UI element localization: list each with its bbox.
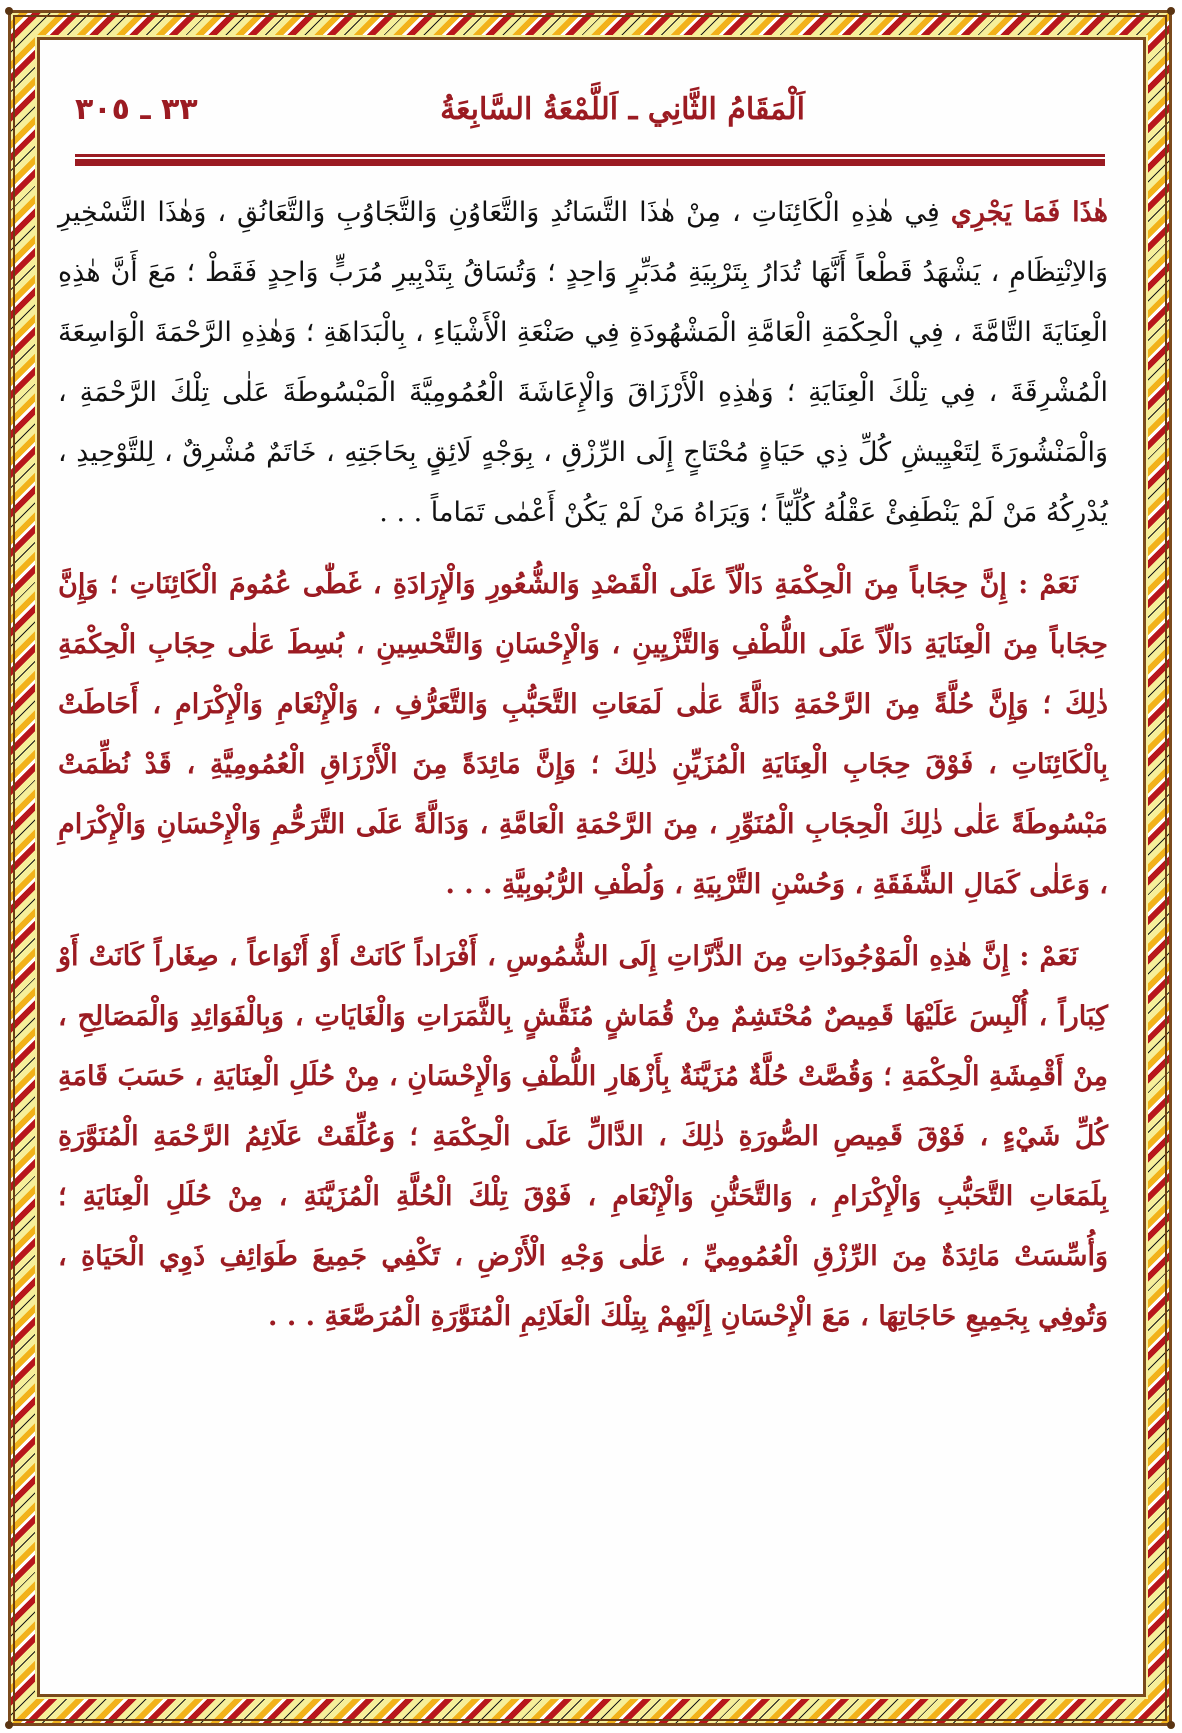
paragraph-3: نَعَمْ : إِنَّ هٰذِهِ الْمَوْجُودَاتِ مِنَ الذَّرَّاتِ إِلَى الشُّمُوسِ ، أَفْرَاداً كَانَتْ أَوْ أَنْوَاعاً ، صِغَاراً كَانَتْ أَوْ كِبَاراً ، أُلْبِسَ عَلَيْهَا قَمِيصٌ مُحْتَشِمٌ مِنْ قُمَاشٍ مُنَقَّشٍ بِالثَّمَرَاتِ وَالْغَايَاتِ ، وَبِالْفَوَائِدِ وَالْمَصَالِحِ ، مِنْ أَقْمِشَةِ الْحِكْمَةِ ؛ وَقُصَّتْ حُلَّةٌ مُزَيَّنَةٌ بِأَزْهَارِ اللُّطْفِ وَالْإِحْسَانِ ، مِنْ حُلَلِ الْعِنَايَةِ ، حَسَبَ قَامَةِ كُلِّ شَيْءٍ ، فَوْقَ قَمِيصِ الصُّورَةِ ذٰلِكَ ، الدَّالِّ عَلَى الْحِكْمَةِ ؛ وَعُلِّقَتْ عَلَائِمُ الرَّحْمَةِ الْمُنَوَّرَةِ بِلَمَعَاتِ التَّحَبُّبِ وَالْإِكْرَامِ ، وَالتَّحَنُّنِ وَالْإِنْعَامِ ، فَوْقَ تِلْكَ الْحُلَّةِ الْمُزَيَّنَةِ ، مِنْ حُلَلِ الْعِنَايَةِ ؛ وَأُسِّسَتْ مَائِدَةٌ مِنَ الرِّزْقِ الْعُمُومِيِّ ، عَلٰى وَجْهِ الْأَرْضِ ، تَكْفِي جَمِيعَ طَوَائِفِ ذَوِي الْحَيَاةِ ، وَتُوفِي بِجَمِيعِ حَاجَاتِهَا ، مَعَ الْإِحْسَانِ إِلَيْهِمْ بِتِلْكَ الْعَلَائِمِ الْمُنَوَّرَةِ الْمُرَصَّعَةِ . . .: [58, 941, 1108, 1332]
paragraph-lead-phrase: هٰذَا فَمَا يَجْرِي: [950, 197, 1108, 228]
page-title: اَلْمَقَامُ الثَّانِي ـ اَللَّمْعَةُ السَّابِعَةُ: [440, 92, 805, 127]
paragraph-text: فِي هٰذِهِ الْكَائِنَاتِ ، مِنْ هٰذَا التَّسَانُدِ وَالتَّعَاوُنِ وَالتَّجَاوُبِ وَالتَّعَانُقِ ، وَهٰذَا التَّسْخِيرِ وَالاِنْتِظَامِ ، يَشْهَدُ قَطْعاً أَنَّهَا تُدَارُ بِتَرْبِيَةِ مُدَبِّرٍ وَاحِدٍ ؛ وَتُسَاقُ بِتَدْبِيرِ مُرَبٍّ وَاحِدٍ فَقَطْ ؛ مَعَ أَنَّ هٰذِهِ الْعِنَايَةَ التَّامَّةَ ، فِي الْحِكْمَةِ الْعَامَّةِ الْمَشْهُودَةِ فِي صَنْعَةِ الْأَشْيَاءِ ، بِالْبَدَاهَةِ ؛ وَهٰذِهِ الرَّحْمَةَ الْوَاسِعَةَ الْمُشْرِقَةَ ، فِي تِلْكَ الْعِنَايَةِ ؛ وَهٰذِهِ الْأَرْزَاقَ وَالْإِعَاشَةَ الْعُمُومِيَّةَ الْمَبْسُوطَةَ عَلٰى تِلْكَ الرَّحْمَةِ ، وَالْمَنْشُورَةَ لِتَعْيِيشِ كُلِّ ذِي حَيَاةٍ مُحْتَاجٍ إِلَى الرِّزْقِ ، بِوَجْهٍ لَائِقٍ بِحَاجَتِهِ ، خَاتَمٌ مُشْرِقٌ ، لِلتَّوْحِيدِ ، يُدْرِكُهُ مَنْ لَمْ يَنْطَفِئْ عَقْلُهُ كُلِّيّاً ؛ وَيَرَاهُ مَنْ لَمْ يَكُنْ أَعْمٰى تَمَاماً . . .: [58, 197, 1108, 528]
paragraph-2: نَعَمْ : إِنَّ حِجَاباً مِنَ الْحِكْمَةِ دَالّاً عَلَى الْقَصْدِ وَالشُّعُورِ وَالْإِرَادَةِ ، غَطّٰى عُمُومَ الْكَائِنَاتِ ؛ وَإِنَّ حِجَاباً مِنَ الْعِنَايَةِ دَالّاً عَلَى اللُّطْفِ وَالتَّزْيِينِ ، وَالْإِحْسَانِ وَالتَّحْسِينِ ، بُسِطَ عَلٰى حِجَابِ الْحِكْمَةِ ذٰلِكَ ؛ وَإِنَّ حُلَّةً مِنَ الرَّحْمَةِ دَالَّةً عَلٰى لَمَعَاتِ التَّحَبُّبِ وَالتَّعَرُّفِ ، وَالْإِنْعَامِ وَالْإِكْرَامِ ، أَحَاطَتْ بِالْكَائِنَاتِ ، فَوْقَ حِجَابِ الْعِنَايَةِ الْمُزَيِّنِ ذٰلِكَ ؛ وَإِنَّ مَائِدَةً مِنَ الْأَرْزَاقِ الْعُمُومِيَّةِ ، قَدْ نُظِّمَتْ مَبْسُوطَةً عَلٰى ذٰلِكَ الْحِجَابِ الْمُنَوِّرِ ، مِنَ الرَّحْمَةِ الْعَامَّةِ ، وَدَالَّةً عَلَى التَّرَحُّمِ وَالْإِحْسَانِ وَالْإِكْرَامِ ، وَعَلٰى كَمَالِ الشَّفَقَةِ ، وَحُسْنِ التَّرْبِيَةِ ، وَلُطْفِ الرُّبُوبِيَّةِ . . .: [58, 569, 1108, 900]
paragraph-1: [58, 183, 1108, 543]
corner-ornament-icon: [5, 7, 13, 15]
header-divider: [75, 154, 1105, 166]
corner-ornament-icon: [1167, 7, 1175, 15]
page-header: [75, 88, 1105, 138]
corner-ornament-icon: [5, 1721, 13, 1729]
page-number: ٣٣ ـ ٣٠٥: [75, 92, 198, 127]
divider-thick-line: [75, 159, 1105, 166]
page-body: [58, 183, 1108, 1347]
corner-ornament-icon: [1167, 1721, 1175, 1729]
